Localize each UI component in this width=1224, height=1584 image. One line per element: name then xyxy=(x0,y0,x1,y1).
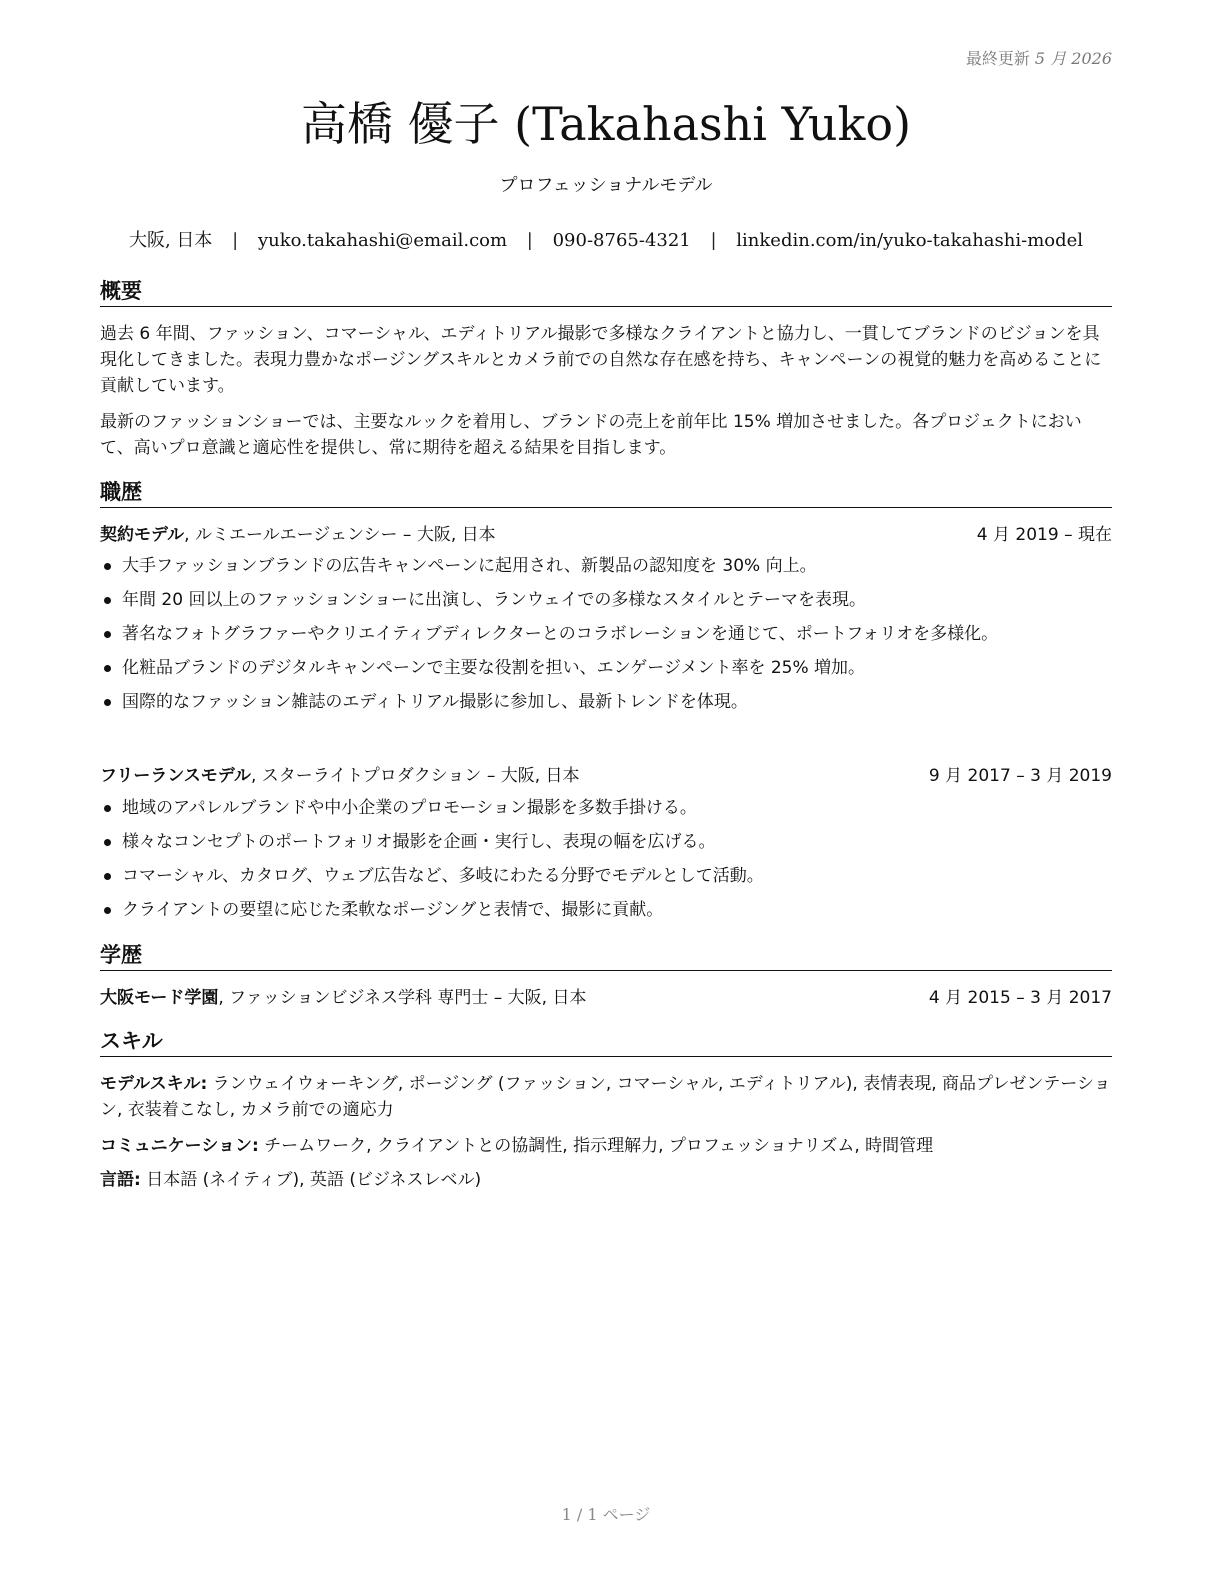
candidate-name: 高橋 優子 (Takahashi Yuko) xyxy=(300,97,912,151)
resume-page xyxy=(100,0,1112,1584)
summary-paragraph: 過去 6 年間、ファッション、コマーシャル、エディトリアル撮影で多様なクライアントと協力し、一貫してブランドのビジョンを具現化してきました。表現力豊かなポージングスキルとカメラ前での自然な存在感を持ち、キャンペーンの視覚的魅力を高めることに貢献しています。 xyxy=(100,324,1102,396)
section-title-experience: 職歴 xyxy=(100,479,1112,508)
skill-label: コミュニケーション: xyxy=(100,1136,259,1156)
job-header xyxy=(100,522,1112,548)
last-updated xyxy=(966,46,1112,69)
job-bullets xyxy=(100,553,1112,723)
list-item: 著名なフォトグラファーやクリエイティブディレクターとのコラボレーションを通じて、ポートフォリオを多様化。 xyxy=(100,621,1112,647)
contact-separator: | xyxy=(710,230,717,251)
list-item: 大手ファッションブランドの広告キャンペーンに起用され、新製品の認知度を 30% 向上。 xyxy=(100,553,1112,579)
contact-separator: | xyxy=(526,230,533,251)
contact-separator: | xyxy=(232,230,239,251)
contact-line xyxy=(100,226,1112,252)
job-org: , スターライトプロダクション – 大阪, 日本 xyxy=(250,766,580,786)
skill-label: モデルスキル: xyxy=(100,1074,208,1094)
education-entry xyxy=(100,985,1112,1011)
candidate-title: プロフェッショナルモデル xyxy=(499,175,713,196)
job-dates: 4 月 2019 – 現在 xyxy=(976,525,1112,545)
contact-phone: 090-8765-4321 xyxy=(552,230,691,251)
job-role: フリーランスモデル xyxy=(100,766,251,786)
education-dates: 4 月 2015 – 3 月 2017 xyxy=(928,988,1112,1008)
last-updated-label: 最終更新 xyxy=(965,49,1030,68)
skill-line xyxy=(100,1133,1112,1159)
list-item: 化粧品ブランドのデジタルキャンペーンで主要な役割を担い、エンゲージメント率を 25% 増加。 xyxy=(100,655,1112,681)
last-updated-date: 5 月 2026 xyxy=(1034,49,1112,68)
skill-label: 言語: xyxy=(100,1170,141,1190)
list-item: クライアントの要望に応じた柔軟なポージングと表情で、撮影に貢献。 xyxy=(100,897,1112,923)
skill-text: 日本語 (ネイティブ), 英語 (ビジネスレベル) xyxy=(140,1170,482,1190)
page-indicator: 1 / 1 ページ xyxy=(561,1505,651,1524)
job-org: , ルミエールエージェンシー – 大阪, 日本 xyxy=(184,525,496,545)
education-school: 大阪モード学園 xyxy=(100,988,219,1008)
job-bullets xyxy=(100,795,1112,931)
skill-line xyxy=(100,1071,1112,1123)
contact-linkedin[interactable]: linkedin.com/in/yuko-takahashi-model xyxy=(736,230,1084,251)
list-item: 国際的なファッション雑誌のエディトリアル撮影に参加し、最新トレンドを体現。 xyxy=(100,689,1112,715)
skill-line xyxy=(100,1167,1112,1193)
skill-text: ランウェイウォーキング, ポージング (ファッション, コマーシャル, エディトリアル), 表情表現, 商品プレゼンテーション, 衣装着こなし, カメラ前での適応力 xyxy=(100,1074,1111,1120)
education-detail: , ファッションビジネス学科 専門士 – 大阪, 日本 xyxy=(218,988,587,1008)
list-item: 地域のアパレルブランドや中小企業のプロモーション撮影を多数手掛ける。 xyxy=(100,795,1112,821)
list-item: コマーシャル、カタログ、ウェブ広告など、多岐にわたる分野でモデルとして活動。 xyxy=(100,863,1112,889)
section-title-skills: スキル xyxy=(100,1028,1112,1057)
summary-paragraph: 最新のファッションショーでは、主要なルックを着用し、ブランドの売上を前年比 15% 増加させました。各プロジェクトにおいて、高いプロ意識と適応性を提供し、常に期待を超える結果を目指します。 xyxy=(100,412,1082,458)
contact-email[interactable]: yuko.takahashi@email.com xyxy=(257,230,508,251)
job-dates: 9 月 2017 – 3 月 2019 xyxy=(928,766,1112,786)
section-title-summary: 概要 xyxy=(100,278,1112,307)
skill-text: チームワーク, クライアントとの協調性, 指示理解力, プロフェッショナリズム, 時間管理 xyxy=(258,1136,934,1156)
job-role: 契約モデル xyxy=(100,525,185,545)
list-item: 様々なコンセプトのポートフォリオ撮影を企画・実行し、表現の幅を広げる。 xyxy=(100,829,1112,855)
section-title-education: 学歴 xyxy=(100,942,1112,971)
list-item: 年間 20 回以上のファッションショーに出演し、ランウェイでの多様なスタイルとテーマを表現。 xyxy=(100,587,1112,613)
job-header xyxy=(100,763,1112,789)
contact-location: 大阪, 日本 xyxy=(128,230,213,251)
